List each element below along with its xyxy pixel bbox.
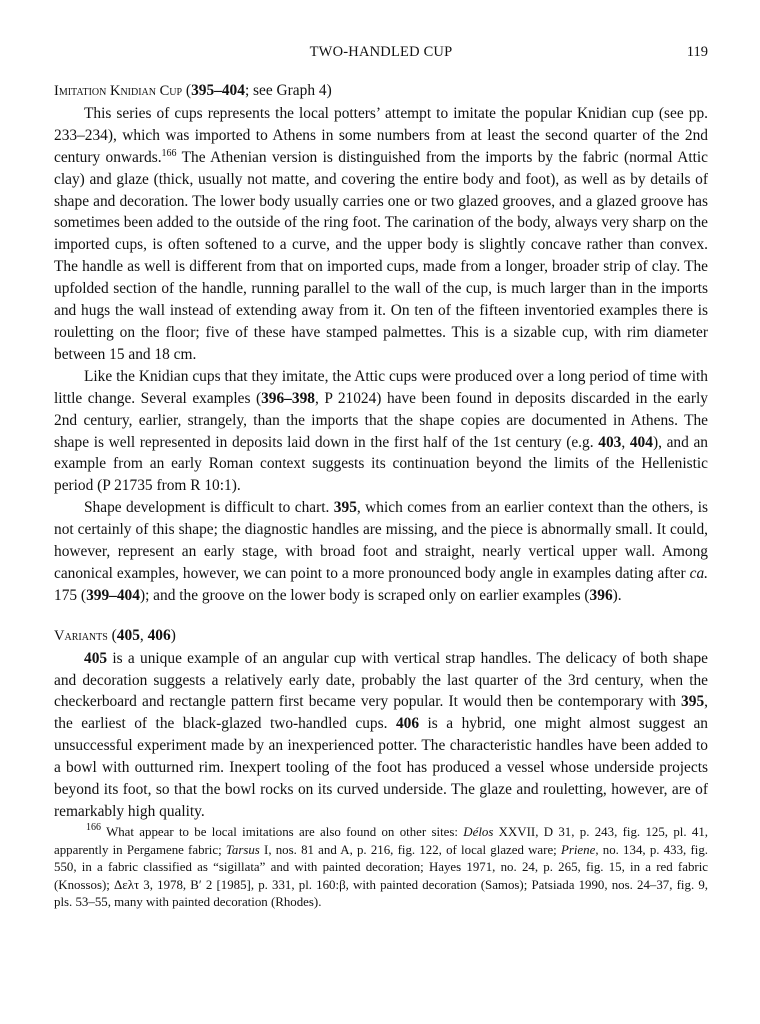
italic-text: Priene	[560, 842, 596, 857]
paragraph	[54, 366, 708, 497]
text-run: ); and the groove on the lower body is scraped only on earlier examples (	[139, 586, 590, 604]
text-run: ).	[612, 586, 622, 604]
catalogue-ref: 406	[147, 626, 171, 644]
text-run: , which comes from an earlier context than the others, is not certainly of this shape; the diagnostic handles are missing, and the piece is abnormally small. It could, however, represent an early stage, with broad foot and straight, nearly vertical upper wall. Among canonical examples, however, we can point to a more pronounced body angle in examples dating after	[54, 499, 708, 582]
catalogue-ref: 395–404	[191, 82, 245, 99]
text-run: ), and an example from an early Roman context suggests its continuation beyond the limits of the Hellenistic period (P 21735 from R 10:1).	[54, 433, 708, 495]
section-heading-variants	[54, 625, 708, 648]
paragraph	[54, 497, 708, 607]
text-run: ,	[621, 433, 630, 451]
running-title: TWO-HANDLED CUP	[309, 44, 453, 60]
running-header	[54, 44, 708, 68]
text-run: 175 (	[54, 586, 87, 604]
heading-label: Imitation Knidian Cup	[54, 83, 183, 99]
catalogue-ref: 403	[598, 433, 622, 451]
text-run: , the earliest of the black-glazed two-handled cups.	[54, 693, 708, 733]
catalogue-ref: 395	[333, 499, 357, 517]
text-run: , P 21024) have been found in deposits discarded in the early 2nd century, earlier, strangely, than the imports that the shape copies are documented in Athens. The shape is well represented in deposits laid down in the first half of the 1st century (e.g.	[54, 389, 708, 451]
section-heading-imitation-knidian-cup	[54, 80, 708, 103]
footnote-reference: 166	[161, 147, 177, 159]
catalogue-ref: 395	[681, 693, 705, 711]
main-text	[54, 80, 708, 823]
text-run: Shape development is difficult to chart.	[84, 499, 334, 517]
footnote-number: 166	[86, 822, 101, 833]
text-run: is a hybrid, one might almost suggest an unsuccessful experiment made by an inexperienced potter. The characteristic handles have been added to a bowl with outturned rim. Inexpert tooling of the foot has produced a vessel whose underside projects beyond its foot, so that the bowl rocks on its curved underside. The glaze and rouletting, however, are of remarkably high quality.	[54, 715, 708, 820]
heading-text: ,	[139, 626, 148, 644]
catalogue-ref: 406	[395, 715, 420, 733]
text-run: Like the Knidian cups that they imitate, the Attic cups were produced over a long period of time with little change. Several examples (	[54, 367, 708, 407]
footnote	[54, 824, 708, 912]
text-run: XXVII, D 31, p. 243, fig. 125, pl. 41, apparently in Pergamene fabric;	[54, 825, 708, 857]
text-run: is a unique example of an angular cup with vertical strap handles. The delicacy of both shape and decoration suggests a relatively early date, probably the last quarter of the 3rd century, when the checkerboard and rectangle pattern first became very popular. It would then be contemporary with	[54, 649, 708, 711]
catalogue-ref: 396–398	[261, 389, 315, 407]
heading-label: Variants	[54, 627, 108, 644]
heading-text: (	[182, 82, 192, 99]
section-gap	[54, 607, 708, 625]
heading-text: (	[107, 626, 117, 644]
italic-text: Délos	[463, 825, 494, 839]
text-run: This series of cups represents the local potters’ attempt to imitate the popular Knidian cup (see pp. 233–234), which was imported to Athens in some numbers from at least the second quarter of the 2nd century onwards.	[54, 104, 708, 166]
paragraph	[54, 103, 708, 366]
text-run: I, nos. 81 and A, p. 216, fig. 122, of local glazed ware;	[259, 842, 561, 857]
catalogue-ref: 404	[629, 433, 653, 451]
paragraph	[54, 648, 708, 823]
italic-text: ca.	[689, 564, 708, 582]
italic-text: Tarsus	[225, 842, 260, 857]
text-run: The Athenian version is distinguished from the imports by the fabric (normal Attic clay) and glaze (thick, usually not matte, and covering the entire body and foot), as well as by details of shape and decoration. The lower body usually carries one or two glazed grooves, and a glazed groove has sometimes been added to the outside of the ring foot. The carination of the body, always very sharp on the imported cups, is often softened to a curve, and the upper body is slightly concave rather than convex. The handle as well is different from that on imported cups, made from a longer, broader strip of clay. The upfolded section of the handle, running parallel to the wall of the cup, is much larger than in the imports and hugs the wall instead of extending away from it. On ten of the fifteen inventoried examples there is rouletting on the floor; five of these have stamped palmettes. This is a sizable cup, with rim diameter between 15 and 18 cm.	[54, 148, 708, 363]
heading-text: ; see Graph 4)	[244, 82, 332, 99]
text-run: What appear to be local imitations are also found on other sites:	[101, 825, 464, 839]
page-number: 119	[686, 44, 708, 60]
catalogue-ref: 405	[116, 626, 140, 644]
catalogue-ref: 399–404	[86, 586, 140, 604]
heading-text: )	[170, 626, 176, 644]
text-run: , no. 134, p. 433, fig. 550, in a fabric classified as “sigillata” and with painted decoration; Hayes 1971, no. 24, p. 265, fig. 15, in a red fabric (Knossos); Δελτ 3, 1978, B′ 2 [1985], p. 331, pl. 160:β, with painted decoration (Samos); Patsiada 1990, nos. 24–37, fig. 9, pls. 53–55, many with painted decoration (Rhodes).	[54, 842, 708, 910]
footnote-text	[54, 824, 708, 912]
catalogue-ref: 396	[589, 586, 613, 604]
catalogue-ref: 405	[84, 649, 108, 667]
